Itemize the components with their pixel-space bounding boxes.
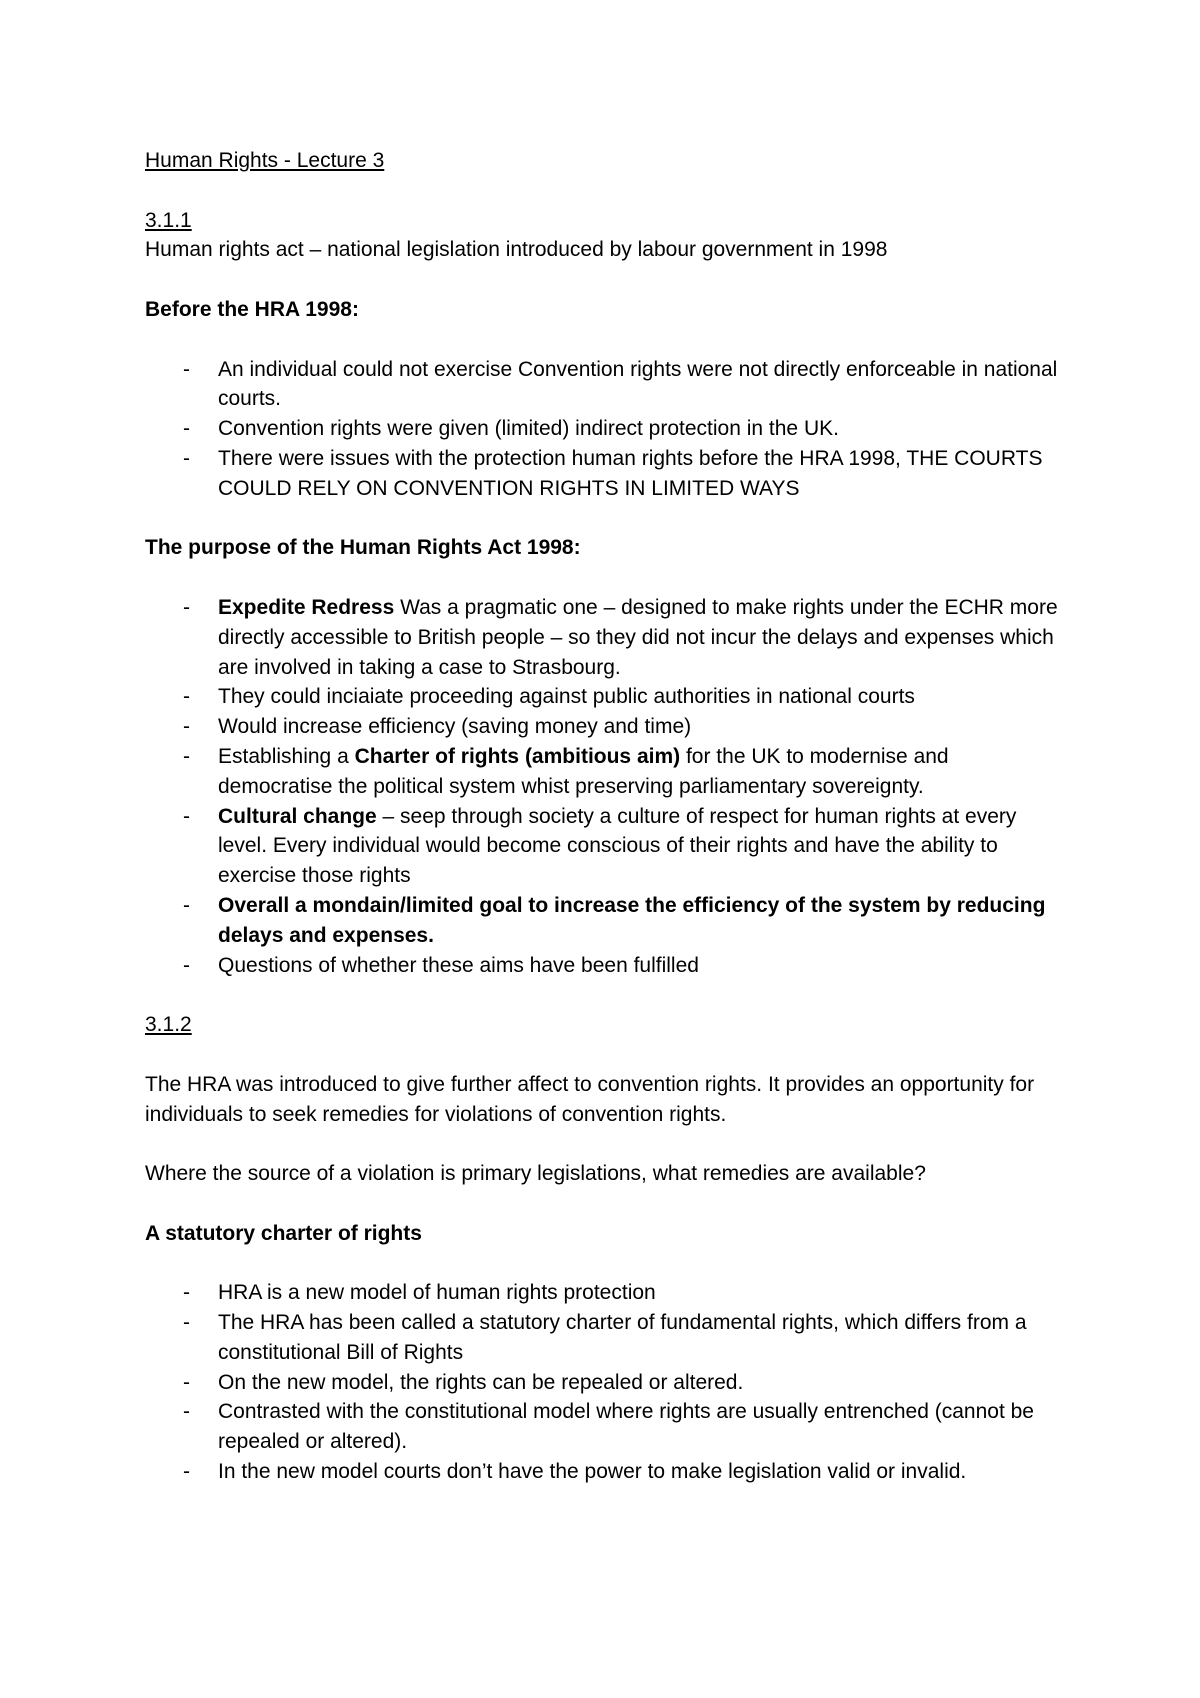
- charter-list: [145, 1278, 1060, 1487]
- spacer: [145, 176, 1060, 206]
- dash-bullet: -: [183, 1311, 190, 1335]
- before-hra-list: [145, 355, 1060, 504]
- list-item: - An individual could not exercise Convention rights were not directly enforceable in national courts.: [145, 355, 1060, 415]
- dash-bullet: -: [183, 715, 190, 739]
- dash-bullet: -: [183, 804, 190, 828]
- dash-bullet: -: [183, 446, 190, 470]
- dash-bullet: -: [183, 1281, 190, 1305]
- dash-bullet: -: [183, 1370, 190, 1394]
- document-title: Human Rights - Lecture 3: [145, 149, 385, 172]
- list-item: - Overall a mondain/limited goal to increase the efficiency of the system by reducing delays and expenses.: [145, 891, 1060, 951]
- section-heading-3-1-1: 3.1.1: [145, 208, 192, 232]
- list-item: - Establishing a Charter of rights (ambitious aim) for the UK to modernise and democratise the political system whist preserving parliamentary sovereignty.: [145, 742, 1060, 802]
- spacer: [145, 1189, 1060, 1219]
- dash-bullet: -: [183, 953, 190, 977]
- list-item: - In the new model courts don’t have the power to make legislation valid or invalid.: [145, 1457, 1060, 1487]
- list-item: - Questions of whether these aims have been fulfilled: [145, 951, 1060, 981]
- list-item: - Would increase efficiency (saving money and time): [145, 712, 1060, 742]
- list-item: - On the new model, the rights can be repealed or altered.: [145, 1368, 1060, 1398]
- paragraph: Where the source of a violation is primary legislations, what remedies are available?: [145, 1162, 926, 1186]
- section-heading-3-1-2: 3.1.2: [145, 1013, 192, 1037]
- list-item: - They could inciaiate proceeding against public authorities in national courts: [145, 682, 1060, 712]
- list-item: - HRA is a new model of human rights protection: [145, 1278, 1060, 1308]
- dash-bullet: -: [183, 1460, 190, 1484]
- list-item: - The HRA has been called a statutory charter of fundamental rights, which differs from a constitutional Bill of Rights: [145, 1308, 1060, 1368]
- spacer: [145, 563, 1060, 593]
- spacer: [145, 1040, 1060, 1070]
- spacer: [145, 980, 1060, 1010]
- list-item: - Cultural change – seep through society a culture of respect for human rights at every level. Every individual would become conscious of their rights and have the ability to exercise those rights: [145, 802, 1060, 891]
- list-item: - There were issues with the protection human rights before the HRA 1998, THE COURTS COULD RELY ON CONVENTION RIGHTS IN LIMITED WAYS: [145, 444, 1060, 504]
- dash-bullet: -: [183, 1400, 190, 1424]
- spacer: [145, 1248, 1060, 1278]
- spacer: [145, 325, 1060, 355]
- dash-bullet: -: [183, 417, 190, 441]
- spacer: [145, 504, 1060, 534]
- dash-bullet: -: [183, 893, 190, 917]
- dash-bullet: -: [183, 595, 190, 619]
- purpose-heading: The purpose of the Human Rights Act 1998:: [145, 536, 581, 560]
- list-item: - Convention rights were given (limited) indirect protection in the UK.: [145, 414, 1060, 444]
- list-item: - Expedite Redress Was a pragmatic one – designed to make rights under the ECHR more directly accessible to British people – so they did not incur the delays and expenses which are involved in taking a case to Strasbourg.: [145, 593, 1060, 682]
- before-hra-heading: Before the HRA 1998:: [145, 297, 359, 321]
- paragraph: The HRA was introduced to give further affect to convention rights. It provides an opportunity for individuals to seek remedies for violations of convention rights.: [145, 1072, 1040, 1126]
- spacer: [145, 1129, 1060, 1159]
- charter-heading: A statutory charter of rights: [145, 1221, 422, 1245]
- section-intro: Human rights act – national legislation introduced by labour government in 1998: [145, 238, 888, 262]
- dash-bullet: -: [183, 357, 190, 381]
- spacer: [145, 265, 1060, 295]
- dash-bullet: -: [183, 744, 190, 768]
- dash-bullet: -: [183, 685, 190, 709]
- purpose-list: [145, 593, 1060, 980]
- list-item: - Contrasted with the constitutional model where rights are usually entrenched (cannot be repealed or altered).: [145, 1397, 1060, 1457]
